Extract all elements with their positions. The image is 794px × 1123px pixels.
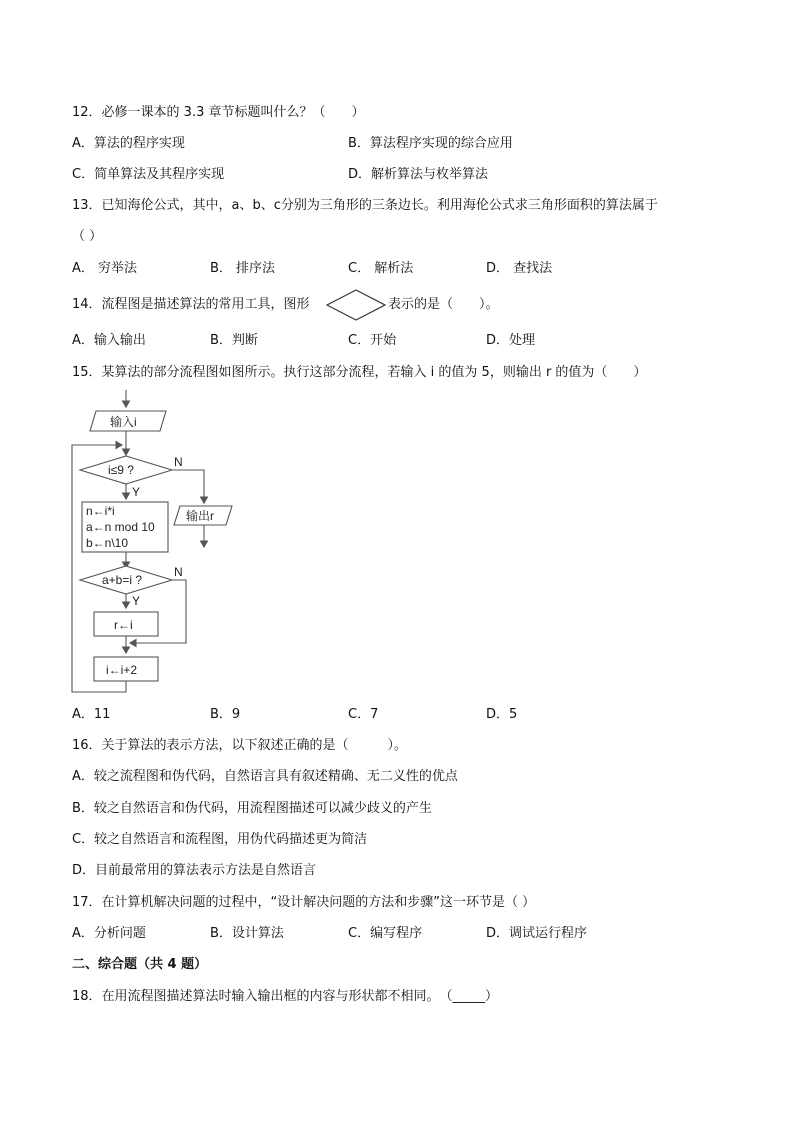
q13-stem-bracket: （ ） (72, 229, 103, 244)
flow-n2-label: N (174, 565, 183, 579)
q14-option-c: C．开始 (348, 333, 397, 348)
q13-option-a: A． 穷举法 (72, 261, 138, 276)
q12-option-d: D．解析算法与枚举算法 (348, 167, 489, 182)
flow-y1-label: Y (132, 485, 141, 499)
flowchart (60, 385, 250, 695)
q15-stem: 15．某算法的部分流程图如图所示。执行这部分流程，若输入 i 的值为 5，则输出 r 的值为（ ） (72, 365, 647, 380)
q16-option-a: A．较之流程图和伪代码，自然语言具有叙述精确、无二义性的优点 (72, 769, 458, 784)
flow-input-text: 输入i (110, 415, 137, 429)
q17-stem: 17．在计算机解决问题的过程中，“设计解决问题的方法和步骤”这一环节是（ ） (72, 895, 536, 910)
flow-cond2-text: a+b=i ? (102, 573, 143, 587)
q13-option-b: B． 排序法 (210, 261, 276, 276)
q16-option-b: B．较之自然语言和伪代码，用流程图描述可以减少歧义的产生 (72, 801, 432, 816)
q14-stem-after: 表示的是（ ）。 (388, 297, 499, 312)
q17-option-b: B．设计算法 (210, 926, 284, 941)
flow-n1-label: N (174, 455, 183, 469)
q15-option-c: C．7 (348, 707, 379, 722)
flow-assign-text: r←i (114, 618, 133, 632)
q14-option-a: A．输入输出 (72, 333, 146, 348)
flow-proc2-text: a←n mod 10 (86, 520, 155, 534)
q12-stem: 12．必修一课本的 3.3 章节标题叫什么？（ ） (72, 105, 365, 120)
q15-option-a: A．11 (72, 707, 111, 722)
decision-diamond-icon (326, 289, 386, 321)
flow-proc3-text: b←n\10 (86, 536, 129, 550)
q17-option-a: A．分析问题 (72, 926, 146, 941)
section-heading: 二、综合题（共 4 题） (72, 957, 208, 972)
q12-option-c: C．简单算法及其程序实现 (72, 167, 225, 182)
q13-stem: 13．已知海伦公式，其中，a、b、c分别为三角形的三条边长。利用海伦公式求三角形面积的算法属于 (72, 198, 658, 213)
flow-output-text: 输出r (186, 509, 214, 523)
flow-cond1-text: i≤9 ? (108, 463, 134, 477)
q16-option-c: C．较之自然语言和流程图，用伪代码描述更为简洁 (72, 832, 368, 847)
q14-stem-before: 14．流程图是描述算法的常用工具，图形 (72, 297, 310, 312)
q16-stem: 16．关于算法的表示方法，以下叙述正确的是（ ）。 (72, 738, 408, 753)
q18-stem: 18．在用流程图描述算法时输入输出框的内容与形状都不相同。 （_____） (72, 989, 499, 1004)
flow-proc1-text: n←i*i (86, 504, 115, 518)
q14-option-d: D．处理 (486, 333, 536, 348)
q16-option-d: D．目前最常用的算法表示方法是自然语言 (72, 863, 317, 878)
flow-increment-text: i←i+2 (106, 663, 138, 677)
q12-option-a: A．算法的程序实现 (72, 136, 185, 151)
q13-option-d: D． 查找法 (486, 261, 553, 276)
flow-y2-label: Y (132, 594, 141, 608)
q17-option-d: D．调试运行程序 (486, 926, 588, 941)
q14-option-b: B．判断 (210, 333, 258, 348)
q12-option-b: B．算法程序实现的综合应用 (348, 136, 513, 151)
q15-option-b: B．9 (210, 707, 241, 722)
q15-option-d: D．5 (486, 707, 518, 722)
q13-option-c: C． 解析法 (348, 261, 414, 276)
q17-option-c: C．编写程序 (348, 926, 423, 941)
